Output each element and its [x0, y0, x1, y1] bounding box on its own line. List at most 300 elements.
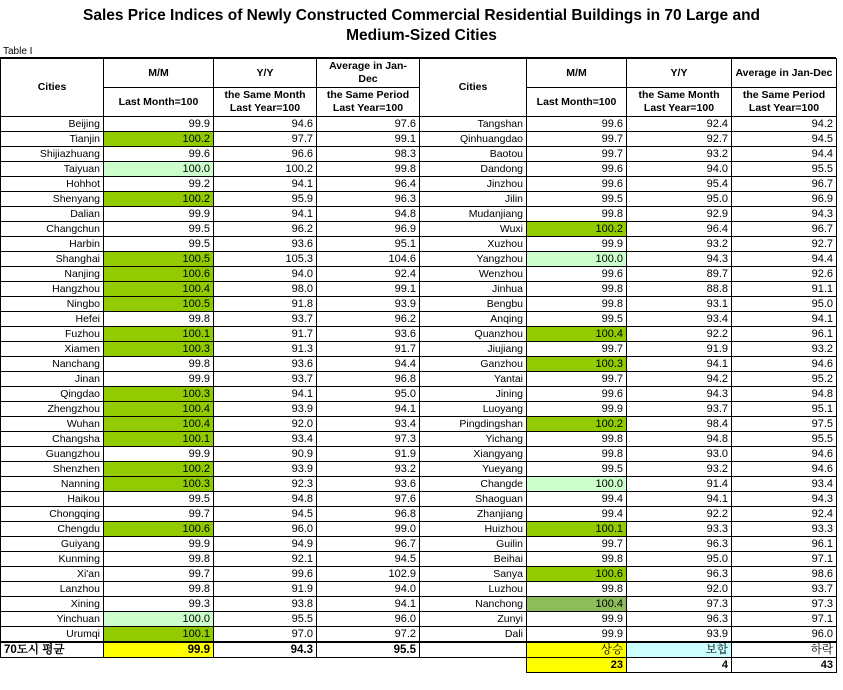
city-name-right: Jinhua	[420, 282, 527, 297]
empty-cell	[1, 658, 104, 673]
yy-value-right: 93.3	[627, 522, 732, 537]
city-name-left: Qingdao	[1, 387, 104, 402]
avg-value-left: 99.1	[317, 132, 420, 147]
mm-value-right: 99.7	[527, 537, 627, 552]
empty-cell	[214, 658, 317, 673]
city-name-right: Wenzhou	[420, 267, 527, 282]
mm-value-right: 99.8	[527, 552, 627, 567]
city-name-left: Chengdu	[1, 522, 104, 537]
mm-value-right: 99.6	[527, 117, 627, 132]
city-name-right: Shaoguan	[420, 492, 527, 507]
table-row	[1, 177, 837, 192]
title-line-2: Medium-Sized Cities	[346, 27, 497, 44]
yy-value-left: 92.0	[214, 417, 317, 432]
city-name-left: Urumqi	[1, 627, 104, 643]
avg-value-right: 95.0	[732, 297, 837, 312]
table-row	[1, 567, 837, 582]
yy-value-right: 91.9	[627, 342, 732, 357]
yy-value-left: 95.9	[214, 192, 317, 207]
header-yy-right: Y/Y	[627, 59, 732, 88]
table-row	[1, 612, 837, 627]
city-name-right: Jinzhou	[420, 177, 527, 192]
yy-value-left: 97.7	[214, 132, 317, 147]
table-row	[1, 222, 837, 237]
table-row	[1, 552, 837, 567]
city-name-left: Shenyang	[1, 192, 104, 207]
mm-value-left: 100.4	[104, 282, 214, 297]
header-yy-left: Y/Y	[214, 59, 317, 88]
city-name-left: Wuhan	[1, 417, 104, 432]
yy-value-right: 92.2	[627, 507, 732, 522]
mm-value-right: 100.6	[527, 567, 627, 582]
yy-value-right: 93.2	[627, 462, 732, 477]
city-name-left: Lanzhou	[1, 582, 104, 597]
city-name-left: Taiyuan	[1, 162, 104, 177]
yy-value-left: 93.6	[214, 237, 317, 252]
mm-value-left: 100.1	[104, 627, 214, 643]
fall-count: 43	[732, 658, 837, 673]
avg-value-left: 93.4	[317, 417, 420, 432]
city-name-right: Huizhou	[420, 522, 527, 537]
city-name-right: Yantai	[420, 372, 527, 387]
avg-value-left: 93.6	[317, 477, 420, 492]
yy-value-right: 96.3	[627, 612, 732, 627]
avg-value-left: 96.8	[317, 372, 420, 387]
header-cities-right: Cities	[420, 59, 527, 117]
avg-value-right: 94.4	[732, 147, 837, 162]
avg-value-right: 94.6	[732, 447, 837, 462]
city-name-right: Zhanjiang	[420, 507, 527, 522]
mm-value-right: 99.9	[527, 237, 627, 252]
mm-value-right: 99.6	[527, 267, 627, 282]
yy-value-right: 94.3	[627, 252, 732, 267]
avg-value-right: 96.1	[732, 537, 837, 552]
avg-value-left: 94.1	[317, 597, 420, 612]
mm-value-left: 100.2	[104, 132, 214, 147]
yy-value-right: 95.0	[627, 552, 732, 567]
city-name-left: Changsha	[1, 432, 104, 447]
yy-value-left: 94.6	[214, 117, 317, 132]
yy-value-left: 96.2	[214, 222, 317, 237]
table-row	[1, 537, 837, 552]
avg-value-right: 97.5	[732, 417, 837, 432]
yy-value-left: 105.3	[214, 252, 317, 267]
table-row	[1, 192, 837, 207]
yy-value-left: 93.6	[214, 357, 317, 372]
table-row	[1, 237, 837, 252]
yy-value-left: 91.8	[214, 297, 317, 312]
avg-value-left: 91.9	[317, 447, 420, 462]
avg-value-left: 93.6	[317, 327, 420, 342]
mm-value-right: 99.8	[527, 297, 627, 312]
table-row	[1, 417, 837, 432]
city-name-left: Nanjing	[1, 267, 104, 282]
mm-value-left: 100.2	[104, 192, 214, 207]
mm-value-left: 99.5	[104, 492, 214, 507]
total-spacer	[420, 642, 527, 658]
mm-value-right: 99.7	[527, 342, 627, 357]
avg-value-right: 98.6	[732, 567, 837, 582]
yy-value-left: 91.7	[214, 327, 317, 342]
yy-value-left: 94.1	[214, 177, 317, 192]
yy-value-left: 100.2	[214, 162, 317, 177]
yy-value-right: 92.9	[627, 207, 732, 222]
mm-value-left: 100.0	[104, 162, 214, 177]
avg-value-right: 94.2	[732, 117, 837, 132]
avg-value-right: 93.4	[732, 477, 837, 492]
mm-value-right: 99.4	[527, 492, 627, 507]
avg-value-left: 94.8	[317, 207, 420, 222]
mm-value-left: 99.8	[104, 312, 214, 327]
avg-value-left: 102.9	[317, 567, 420, 582]
yy-value-left: 93.7	[214, 312, 317, 327]
mm-value-left: 100.6	[104, 522, 214, 537]
avg-value-left: 95.1	[317, 237, 420, 252]
avg-value-right: 91.1	[732, 282, 837, 297]
avg-value-right: 96.9	[732, 192, 837, 207]
mm-value-left: 99.9	[104, 117, 214, 132]
yy-value-right: 93.9	[627, 627, 732, 643]
mm-value-right: 100.4	[527, 597, 627, 612]
table-row	[1, 372, 837, 387]
city-name-left: Shenzhen	[1, 462, 104, 477]
mm-value-right: 99.8	[527, 432, 627, 447]
city-name-left: Zhengzhou	[1, 402, 104, 417]
avg-value-right: 97.1	[732, 552, 837, 567]
mm-value-right: 100.4	[527, 327, 627, 342]
yy-value-left: 91.3	[214, 342, 317, 357]
table-row	[1, 462, 837, 477]
yy-value-right: 95.4	[627, 177, 732, 192]
table-row	[1, 477, 837, 492]
avg-value-right: 94.8	[732, 387, 837, 402]
city-name-right: Pingdingshan	[420, 417, 527, 432]
mm-value-left: 100.6	[104, 267, 214, 282]
avg-value-right: 92.6	[732, 267, 837, 282]
avg-value-left: 93.9	[317, 297, 420, 312]
table-title	[0, 0, 843, 46]
yy-value-right: 93.1	[627, 297, 732, 312]
avg-value-right: 94.6	[732, 462, 837, 477]
yy-value-left: 96.6	[214, 147, 317, 162]
avg-value-left: 91.7	[317, 342, 420, 357]
avg-value-left: 94.4	[317, 357, 420, 372]
city-name-left: Xi'an	[1, 567, 104, 582]
table-row	[1, 387, 837, 402]
mm-value-left: 99.9	[104, 207, 214, 222]
rise-label: 상승	[527, 642, 627, 658]
header-avg-sub-left: the Same Period Last Year=100	[317, 88, 420, 117]
table-row	[1, 132, 837, 147]
yy-value-right: 94.2	[627, 372, 732, 387]
city-name-right: Luoyang	[420, 402, 527, 417]
city-name-left: Ningbo	[1, 297, 104, 312]
avg-value-left: 97.3	[317, 432, 420, 447]
avg-value-right: 93.2	[732, 342, 837, 357]
table-row	[1, 597, 837, 612]
yy-value-left: 94.1	[214, 387, 317, 402]
yy-value-right: 91.4	[627, 477, 732, 492]
empty-cell	[104, 658, 214, 673]
yy-value-right: 95.0	[627, 192, 732, 207]
mm-value-left: 99.9	[104, 537, 214, 552]
yy-value-left: 93.9	[214, 402, 317, 417]
header-mm-sub-right: Last Month=100	[527, 88, 627, 117]
city-name-right: Mudanjiang	[420, 207, 527, 222]
mm-value-right: 99.5	[527, 462, 627, 477]
avg-value-right: 92.7	[732, 237, 837, 252]
mm-value-left: 99.9	[104, 372, 214, 387]
header-row-2	[1, 88, 837, 117]
avg-value-left: 96.3	[317, 192, 420, 207]
mm-value-right: 99.7	[527, 132, 627, 147]
city-name-left: Haikou	[1, 492, 104, 507]
city-name-left: Hefei	[1, 312, 104, 327]
header-avg-right: Average in Jan-Dec	[732, 59, 837, 88]
header-yy-sub-right: the Same Month Last Year=100	[627, 88, 732, 117]
table-row	[1, 402, 837, 417]
mm-value-left: 100.3	[104, 342, 214, 357]
mm-value-right: 99.4	[527, 507, 627, 522]
yy-value-right: 93.0	[627, 447, 732, 462]
avg-value-right: 95.1	[732, 402, 837, 417]
table-row	[1, 507, 837, 522]
city-name-left: Fuzhou	[1, 327, 104, 342]
avg-value-right: 92.4	[732, 507, 837, 522]
avg-value-right: 96.7	[732, 177, 837, 192]
city-name-right: Zunyi	[420, 612, 527, 627]
mm-value-left: 99.5	[104, 222, 214, 237]
empty-cell	[420, 658, 527, 673]
avg-value-right: 94.3	[732, 492, 837, 507]
avg-value-right: 97.3	[732, 597, 837, 612]
yy-value-right: 93.4	[627, 312, 732, 327]
avg-value-left: 97.6	[317, 117, 420, 132]
mm-value-right: 99.9	[527, 627, 627, 643]
avg-value-left: 96.4	[317, 177, 420, 192]
flat-label: 보합	[627, 642, 732, 658]
yy-value-left: 95.5	[214, 612, 317, 627]
table-caption: Table I	[0, 46, 836, 58]
yy-value-right: 94.8	[627, 432, 732, 447]
avg-value-left: 96.8	[317, 507, 420, 522]
table-row	[1, 162, 837, 177]
table-row	[1, 342, 837, 357]
city-name-left: Nanchang	[1, 357, 104, 372]
yy-value-right: 89.7	[627, 267, 732, 282]
avg-value-right: 95.2	[732, 372, 837, 387]
yy-value-left: 93.8	[214, 597, 317, 612]
rise-count: 23	[527, 658, 627, 673]
avg-value-right: 94.6	[732, 357, 837, 372]
summary-count-row	[1, 658, 837, 673]
table-row	[1, 147, 837, 162]
mm-value-left: 99.8	[104, 552, 214, 567]
mm-value-right: 99.9	[527, 402, 627, 417]
city-name-left: Jinan	[1, 372, 104, 387]
mm-value-left: 99.3	[104, 597, 214, 612]
mm-value-left: 99.5	[104, 237, 214, 252]
city-name-right: Quanzhou	[420, 327, 527, 342]
header-mm-sub-left: Last Month=100	[104, 88, 214, 117]
table-row	[1, 492, 837, 507]
city-name-right: Changde	[420, 477, 527, 492]
mm-value-right: 99.9	[527, 612, 627, 627]
mm-value-right: 99.8	[527, 447, 627, 462]
city-name-right: Dandong	[420, 162, 527, 177]
yy-value-left: 94.5	[214, 507, 317, 522]
city-name-left: Kunming	[1, 552, 104, 567]
city-name-right: Beihai	[420, 552, 527, 567]
mm-value-left: 99.9	[104, 447, 214, 462]
table-row	[1, 627, 837, 643]
avg-value-left: 96.2	[317, 312, 420, 327]
table-row	[1, 312, 837, 327]
mm-value-left: 100.1	[104, 432, 214, 447]
yy-value-left: 94.1	[214, 207, 317, 222]
yy-value-right: 94.3	[627, 387, 732, 402]
city-name-right: Bengbu	[420, 297, 527, 312]
header-avg-sub-right: the Same Period Last Year=100	[732, 88, 837, 117]
avg-value-right: 95.5	[732, 432, 837, 447]
avg-value-left: 99.0	[317, 522, 420, 537]
total-mm: 99.9	[104, 642, 214, 658]
avg-value-left: 99.1	[317, 282, 420, 297]
mm-value-right: 99.5	[527, 312, 627, 327]
yy-value-left: 93.7	[214, 372, 317, 387]
table-row	[1, 447, 837, 462]
table-row	[1, 432, 837, 447]
city-name-left: Dalian	[1, 207, 104, 222]
city-name-right: Yangzhou	[420, 252, 527, 267]
city-name-right: Nanchong	[420, 597, 527, 612]
mm-value-right: 99.6	[527, 387, 627, 402]
city-name-right: Wuxi	[420, 222, 527, 237]
city-name-left: Nanning	[1, 477, 104, 492]
yy-value-right: 96.4	[627, 222, 732, 237]
yy-value-right: 92.2	[627, 327, 732, 342]
mm-value-right: 100.0	[527, 252, 627, 267]
table-row	[1, 297, 837, 312]
title-line-1: Sales Price Indices of Newly Constructed Commercial Residential Buildings in 70 Large and	[82, 7, 761, 24]
city-name-right: Guilin	[420, 537, 527, 552]
mm-value-left: 99.2	[104, 177, 214, 192]
yy-value-left: 91.9	[214, 582, 317, 597]
table-row	[1, 252, 837, 267]
avg-value-right: 96.0	[732, 627, 837, 643]
header-avg-left: Average in Jan-Dec	[317, 59, 420, 88]
yy-value-right: 96.3	[627, 567, 732, 582]
yy-value-left: 93.4	[214, 432, 317, 447]
mm-value-left: 99.7	[104, 567, 214, 582]
yy-value-left: 98.0	[214, 282, 317, 297]
avg-value-right: 94.4	[732, 252, 837, 267]
avg-value-left: 92.4	[317, 267, 420, 282]
header-cities-left: Cities	[1, 59, 104, 117]
city-name-right: Qinhuangdao	[420, 132, 527, 147]
yy-value-right: 92.7	[627, 132, 732, 147]
city-name-right: Yichang	[420, 432, 527, 447]
avg-value-left: 97.2	[317, 627, 420, 643]
table-row	[1, 117, 837, 132]
header-row-1	[1, 59, 837, 88]
yy-value-left: 92.3	[214, 477, 317, 492]
flat-count: 4	[627, 658, 732, 673]
city-name-right: Anqing	[420, 312, 527, 327]
mm-value-left: 99.6	[104, 147, 214, 162]
avg-value-left: 94.5	[317, 552, 420, 567]
yy-value-left: 93.9	[214, 462, 317, 477]
avg-value-left: 97.6	[317, 492, 420, 507]
total-yy: 94.3	[214, 642, 317, 658]
avg-value-right: 93.3	[732, 522, 837, 537]
header-yy-sub-left: the Same Month Last Year=100	[214, 88, 317, 117]
avg-value-left: 99.8	[317, 162, 420, 177]
yy-value-left: 96.0	[214, 522, 317, 537]
avg-value-right: 93.7	[732, 582, 837, 597]
mm-value-left: 99.8	[104, 357, 214, 372]
city-name-left: Hangzhou	[1, 282, 104, 297]
yy-value-right: 92.0	[627, 582, 732, 597]
city-name-left: Xining	[1, 597, 104, 612]
city-name-right: Ganzhou	[420, 357, 527, 372]
city-name-right: Xiangyang	[420, 447, 527, 462]
city-name-left: Beijing	[1, 117, 104, 132]
city-name-left: Tianjin	[1, 132, 104, 147]
mm-value-right: 99.8	[527, 207, 627, 222]
avg-value-left: 96.9	[317, 222, 420, 237]
city-name-left: Shanghai	[1, 252, 104, 267]
table-row	[1, 522, 837, 537]
avg-value-right: 97.1	[732, 612, 837, 627]
mm-value-right: 100.3	[527, 357, 627, 372]
avg-value-left: 93.2	[317, 462, 420, 477]
yy-value-right: 92.4	[627, 117, 732, 132]
yy-value-left: 94.8	[214, 492, 317, 507]
mm-value-right: 99.6	[527, 177, 627, 192]
yy-value-right: 93.2	[627, 147, 732, 162]
mm-value-right: 99.5	[527, 192, 627, 207]
avg-value-left: 95.0	[317, 387, 420, 402]
city-name-left: Guiyang	[1, 537, 104, 552]
yy-value-right: 93.7	[627, 402, 732, 417]
city-name-left: Yinchuan	[1, 612, 104, 627]
yy-value-right: 93.2	[627, 237, 732, 252]
avg-value-right: 96.7	[732, 222, 837, 237]
mm-value-left: 100.4	[104, 402, 214, 417]
city-name-left: Guangzhou	[1, 447, 104, 462]
city-name-right: Yueyang	[420, 462, 527, 477]
city-name-left: Chongqing	[1, 507, 104, 522]
mm-value-left: 100.2	[104, 462, 214, 477]
mm-value-right: 99.7	[527, 372, 627, 387]
mm-value-left: 100.5	[104, 252, 214, 267]
yy-value-left: 97.0	[214, 627, 317, 643]
total-avg: 95.5	[317, 642, 420, 658]
yy-value-right: 97.3	[627, 597, 732, 612]
city-name-right: Sanya	[420, 567, 527, 582]
avg-value-left: 96.7	[317, 537, 420, 552]
avg-value-left: 94.1	[317, 402, 420, 417]
empty-cell	[317, 658, 420, 673]
city-name-left: Shijiazhuang	[1, 147, 104, 162]
mm-value-right: 99.6	[527, 162, 627, 177]
city-name-left: Hohhot	[1, 177, 104, 192]
mm-value-right: 99.7	[527, 147, 627, 162]
mm-value-left: 100.3	[104, 477, 214, 492]
city-name-left: Changchun	[1, 222, 104, 237]
city-name-left: Harbin	[1, 237, 104, 252]
